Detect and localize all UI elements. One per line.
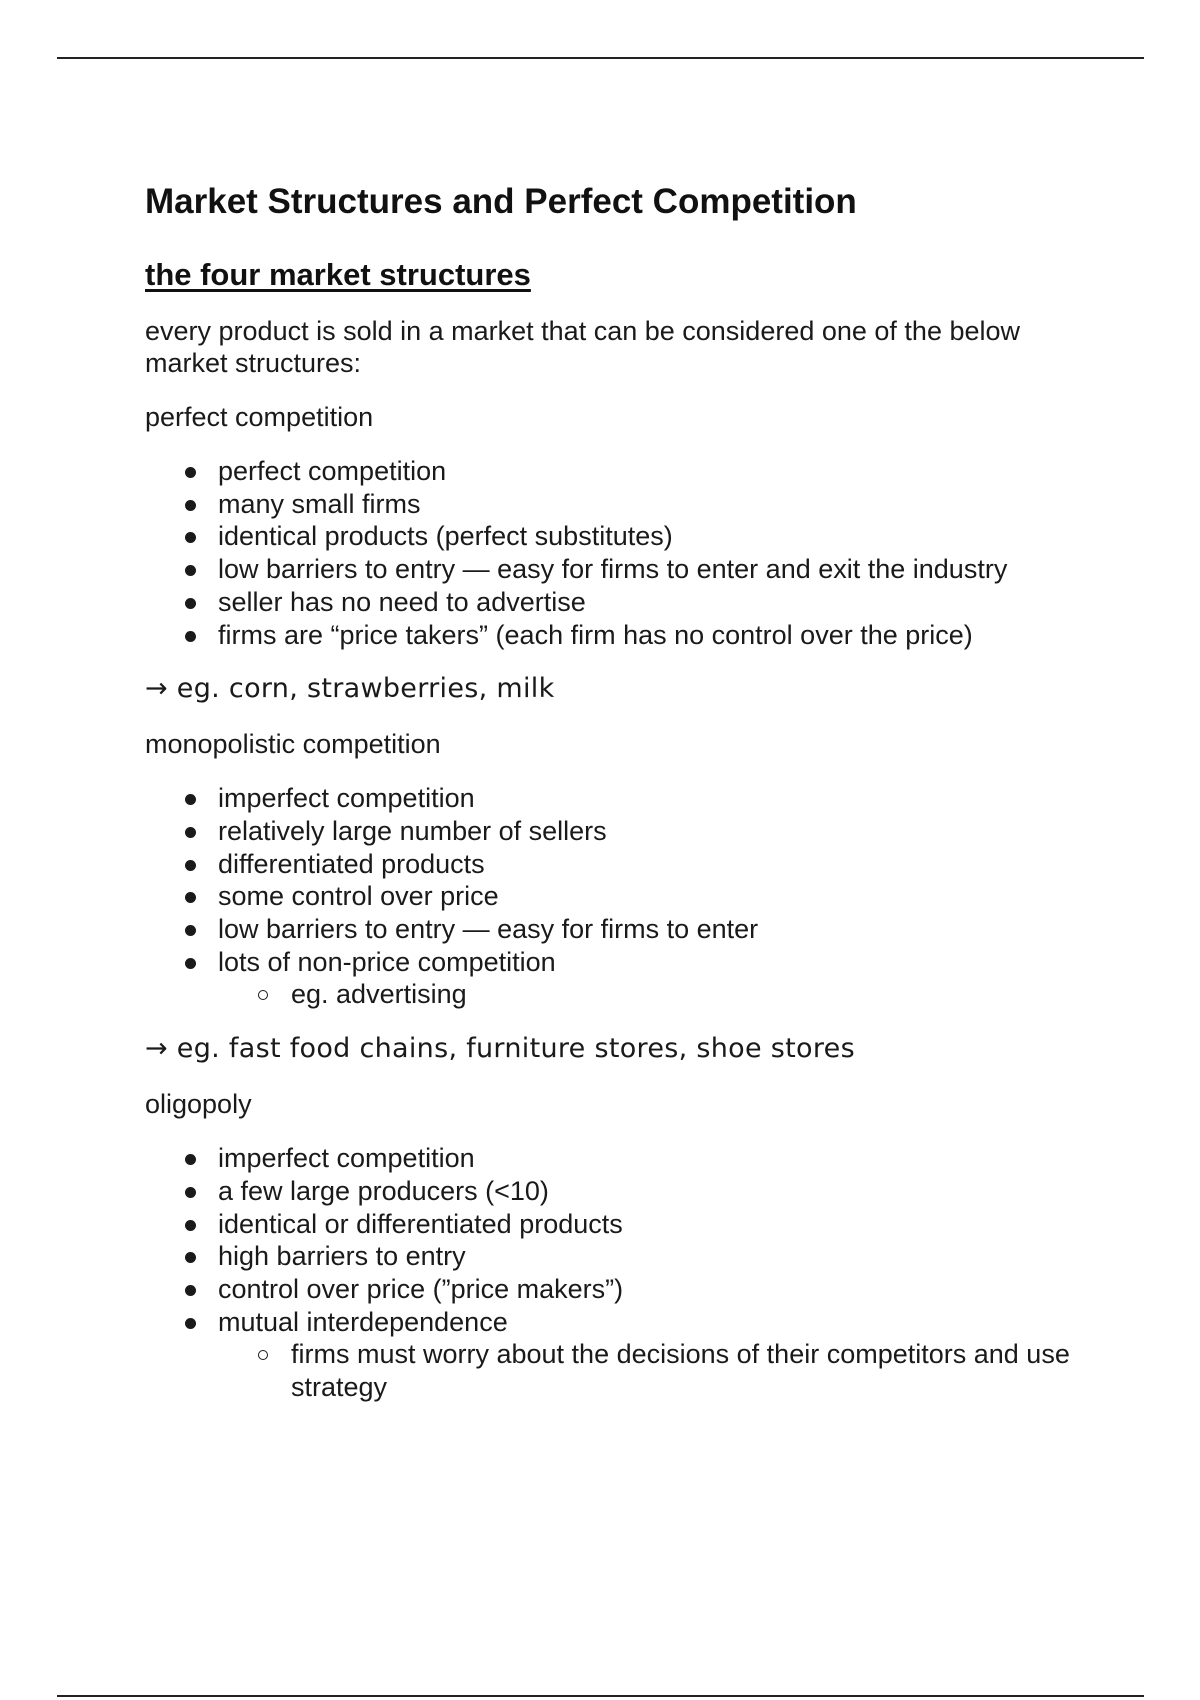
structure-label-monopolistic-competition: monopolistic competition — [145, 729, 441, 760]
hollow-bullet-icon — [258, 1350, 268, 1360]
bullet-icon — [185, 958, 196, 969]
list-item: many small firms — [145, 488, 1085, 521]
list-item: low barriers to entry — easy for firms to enter — [145, 913, 1085, 946]
list-item: some control over price — [145, 880, 1085, 913]
list-item: identical or differentiated products — [145, 1208, 1085, 1241]
header-rule — [57, 57, 1144, 59]
bullet-icon — [185, 1220, 196, 1231]
list-item: perfect competition — [145, 455, 1085, 488]
list-item: mutual interdependence firms must worry about the decisions of their competitors and use strategy — [145, 1306, 1085, 1404]
list-item: high barriers to entry — [145, 1240, 1085, 1273]
list-item: lots of non-price competition eg. advertising — [145, 946, 1085, 1011]
bullet-icon — [185, 1252, 196, 1263]
list-item: imperfect competition — [145, 1142, 1085, 1175]
bullet-icon — [185, 1187, 196, 1198]
list-item: relatively large number of sellers — [145, 815, 1085, 848]
bullet-icon — [185, 500, 196, 511]
bullet-icon — [185, 565, 196, 576]
bullet-icon — [185, 631, 196, 642]
bullet-icon — [185, 598, 196, 609]
monopolistic-competition-example: → eg. fast food chains, furniture stores, shoe stores — [145, 1033, 855, 1065]
intro-paragraph: every product is sold in a market that can be considered one of the below market structures: — [145, 316, 1021, 378]
list-item: identical products (perfect substitutes) — [145, 520, 1085, 553]
bullet-icon — [185, 925, 196, 936]
bullet-icon — [185, 1318, 196, 1329]
list-item: control over price (”price makers”) — [145, 1273, 1085, 1306]
document-page — [145, 178, 1085, 1426]
sub-list-item: eg. advertising — [218, 978, 1085, 1011]
sub-list — [218, 978, 1085, 1011]
list-item: a few large producers (<10) — [145, 1175, 1085, 1208]
list-item: imperfect competition — [145, 782, 1085, 815]
bullet-icon — [185, 1154, 196, 1165]
perfect-competition-list — [145, 455, 1085, 651]
bullet-icon — [185, 794, 196, 805]
document-title: Market Structures and Perfect Competition — [145, 182, 857, 221]
bullet-icon — [185, 827, 196, 838]
list-item: firms are “price takers” (each firm has no control over the price) — [145, 619, 1085, 652]
bullet-icon — [185, 892, 196, 903]
structure-label-oligopoly: oligopoly — [145, 1089, 252, 1120]
perfect-competition-example: → eg. corn, strawberries, milk — [145, 673, 555, 705]
bullet-icon — [185, 467, 196, 478]
list-item: seller has no need to advertise — [145, 586, 1085, 619]
sub-list — [218, 1338, 1085, 1403]
bullet-icon — [185, 860, 196, 871]
monopolistic-competition-list — [145, 782, 1085, 1011]
footer-rule — [57, 1695, 1144, 1697]
oligopoly-list — [145, 1142, 1085, 1404]
structure-label-perfect-competition: perfect competition — [145, 402, 374, 432]
bullet-icon — [185, 1285, 196, 1296]
bullet-icon — [185, 532, 196, 543]
list-item: differentiated products — [145, 848, 1085, 881]
section-heading: the four market structures — [145, 257, 531, 292]
sub-list-item: firms must worry about the decisions of their competitors and use strategy — [218, 1338, 1085, 1403]
hollow-bullet-icon — [258, 990, 268, 1000]
list-item: low barriers to entry — easy for firms to enter and exit the industry — [145, 553, 1085, 586]
